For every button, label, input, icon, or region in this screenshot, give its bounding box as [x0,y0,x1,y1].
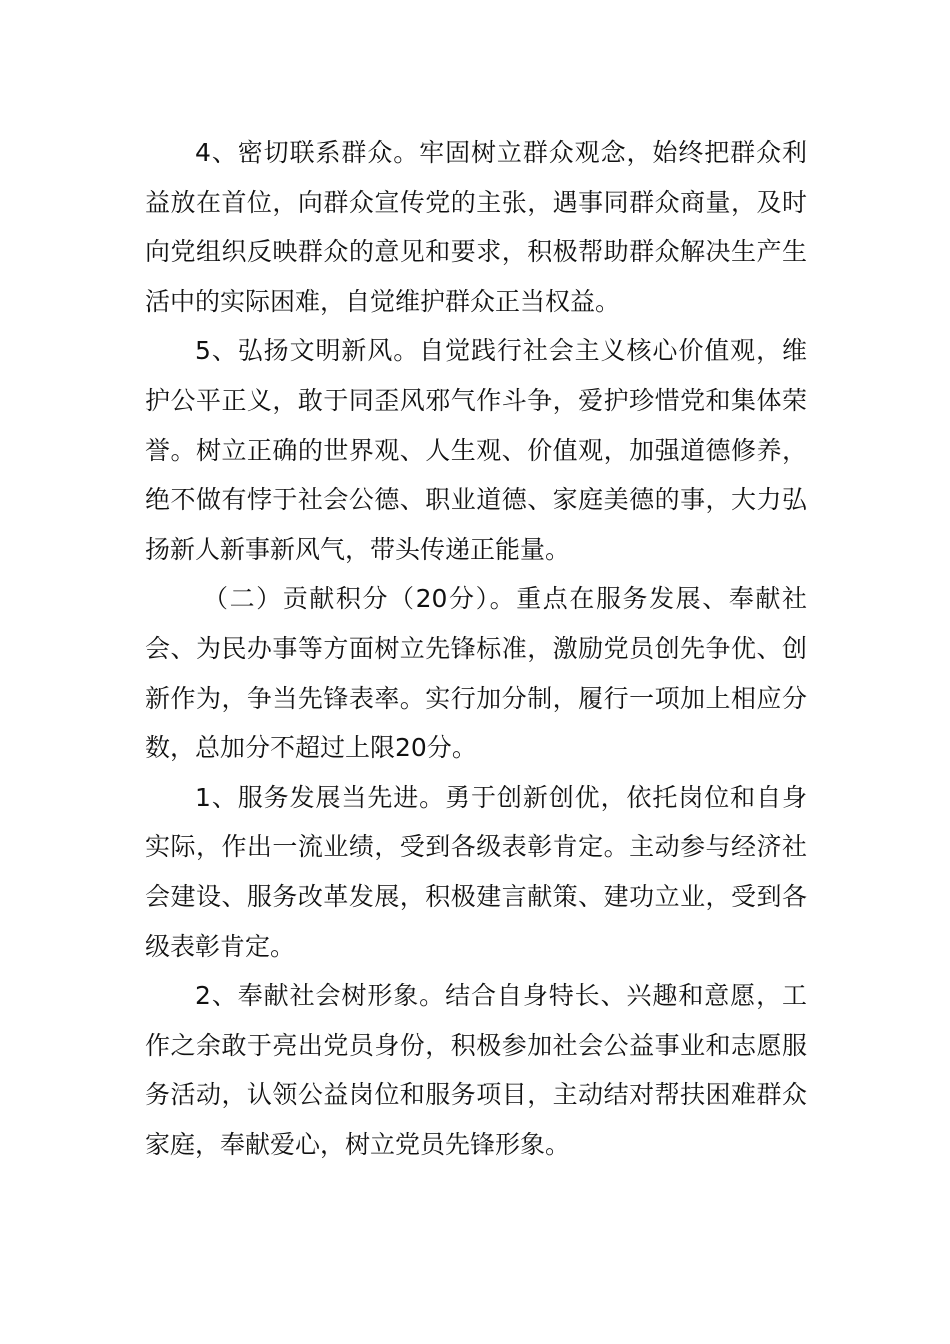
paragraph-item-5: 5、弘扬文明新风。自觉践行社会主义核心价值观，维护公平正义，敢于同歪风邪气作斗争，爱护珍惜党和集体荣誉。树立正确的世界观、人生观、价值观，加强道德修养，绝不做有悖于社会公德、职业道德、家庭美德的事，大力弘扬新人新事新风气，带头传递正能量。 [145,336,807,564]
paragraph-item-4: 4、密切联系群众。牢固树立群众观念，始终把群众利益放在首位，向群众宣传党的主张，遇事同群众商量，及时向党组织反映群众的意见和要求，积极帮助群众解决生产生活中的实际困难，自觉维护群众正当权益。 [145,138,807,316]
section-heading-contribution-points: （二）贡献积分（20分）。重点在服务发展、奉献社会、为民办事等方面树立先锋标准，激励党员创先争优、创新作为，争当先锋表率。实行加分制，履行一项加上相应分数，总加分不超过上限20分。 [145,584,807,763]
paragraph-item-1: 1、服务发展当先进。勇于创新创优，依托岗位和自身实际，作出一流业绩，受到各级表彰肯定。主动参与经济社会建设、服务改革发展，积极建言献策、建功立业，受到各级表彰肯定。 [145,782,807,961]
paragraph-item-2: 2、奉献社会树形象。结合自身特长、兴趣和意愿，工作之余敢于亮出党员身份，积极参加社会公益事业和志愿服务活动，认领公益岗位和服务项目，主动结对帮扶困难群众家庭，奉献爱心，树立党员先锋形象。 [145,981,807,1159]
body-text [145,128,807,1169]
